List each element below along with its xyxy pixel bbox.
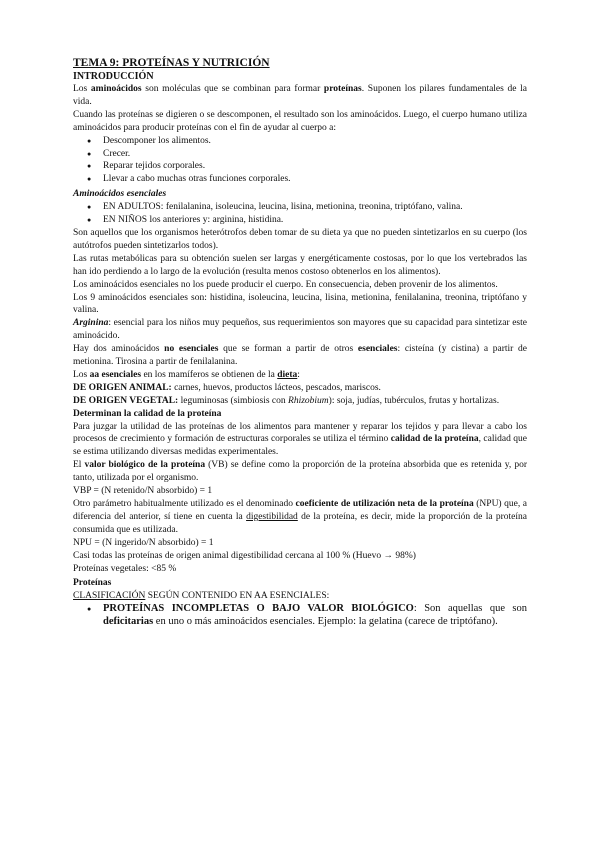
- intro-paragraph-2: Cuando las proteínas se digieren o se descomponen, el resultado son los aminoácidos. Luego, el cuerpo humano utiliza aminoácidos para producir proteínas con el fin de ayudar al cuerpo a:: [73, 109, 527, 133]
- document-page: [73, 56, 527, 629]
- digestibilidad-vegetal-line: Proteínas vegetales: <85 %: [73, 563, 177, 574]
- esenciales-bullet-list: [73, 201, 527, 227]
- no-esenciales-paragraph: Hay dos aminoácidos no esenciales que se forman a partir de otros esenciales: cisteína (y cistina) a partir de metionina. Tirosina a partir de fenilalanina.: [73, 344, 527, 368]
- esenciales-heading: Aminoácidos esenciales: [73, 189, 167, 200]
- intro-heading: INTRODUCCIÓN: [73, 71, 154, 82]
- valor-biologico-paragraph: El valor biológico de la proteína (VB) se define como la proporción de la proteína absorbida que es retenida y, por tanto, utilizada por el organismo.: [73, 460, 527, 484]
- digestibilidad-animal-line: Casi todas las proteínas de origen animal digestibilidad cercana al 100 % (Huevo → 98%): [73, 550, 416, 561]
- document-title: TEMA 9: PROTEÍNAS Y NUTRICIÓN: [73, 57, 270, 69]
- calidad-heading: Determinan la calidad de la proteína: [73, 408, 222, 419]
- list-item: ● Crecer.: [73, 148, 527, 161]
- esenciales-paragraph-4: Los 9 aminoácidos esenciales son: histidina, isoleucina, leucina, lisina, metionina, fenilalanina, treonina, triptófano y valina.: [73, 292, 527, 316]
- intro-bullet-list: [73, 135, 527, 187]
- proteinas-heading: Proteínas: [73, 578, 112, 589]
- dieta-paragraph: Los aa esenciales en los mamíferos se obtienen de la dieta:: [73, 369, 300, 380]
- list-item: ● PROTEÍNAS INCOMPLETAS O BAJO VALOR BIOLÓGICO: Son aquellas que son deficitarias en uno o más aminoácidos esenciales. Ejemplo: la gelatina (carece de triptófano).: [73, 603, 527, 629]
- proteinas-bullet-list: [73, 603, 527, 629]
- list-item: ● Llevar a cabo muchas otras funciones corporales.: [73, 173, 527, 186]
- calidad-paragraph-1: Para juzgar la utilidad de las proteínas de los alimentos para mantener y reparar los tejidos y para llevar a cabo los procesos de crecimiento y formación de estructuras corporales se utiliza el término calidad de la proteína, calidad que se estima utilizando diversas medidas experimentales.: [73, 421, 527, 458]
- list-item: ● Reparar tejidos corporales.: [73, 160, 527, 173]
- esenciales-paragraph-1: Son aquellos que los organismos heterótrofos deben tomar de su dieta ya que no pueden sintetizarlos en su cuerpo (los autótrofos pueden sintetizarlos todos).: [73, 227, 527, 251]
- clasificacion-line: CLASIFICACIÓN SEGÚN CONTENIDO EN AA ESENCIALES:: [73, 591, 330, 602]
- origen-animal-line: DE ORIGEN ANIMAL: carnes, huevos, productos lácteos, pescados, mariscos.: [73, 382, 381, 393]
- list-item: ● Descomponer los alimentos.: [73, 135, 527, 148]
- npu-paragraph: Otro parámetro habitualmente utilizado es el denominado coeficiente de utilización neta de la proteína (NPU) que, a diferencia del anterior, sí tiene en cuenta la digestibilidad de la proteína, es decir, mide la proporción de la proteína consumida que es utilizada.: [73, 499, 527, 535]
- list-item: ● EN ADULTOS: fenilalanina, isoleucina, leucina, lisina, metionina, treonina, triptófano, valina.: [73, 201, 527, 214]
- list-item: ● EN NIÑOS los anteriores y: arginina, histidina.: [73, 214, 527, 227]
- esenciales-paragraph-2: Las rutas metabólicas para su obtención suelen ser largas y energéticamente costosas, por lo que los vertebrados las han ido perdiendo a lo largo de la evolución (resulta menos costoso obtenerlos en los alimentos).: [73, 253, 527, 277]
- vbp-formula: VBP = (N retenido/N absorbido) = 1: [73, 486, 213, 497]
- npu-formula: NPU = (N ingerido/N absorbido) = 1: [73, 537, 214, 548]
- arginina-paragraph: Arginina: esencial para los niños muy pequeños, sus requerimientos son mayores que su capacidad para sintetizar este aminoácido.: [73, 318, 527, 342]
- intro-paragraph-1: Los aminoácidos son moléculas que se combinan para formar proteínas. Suponen los pilares fundamentales de la vida.: [73, 84, 527, 107]
- origen-vegetal-line: DE ORIGEN VEGETAL: leguminosas (simbiosis con Rhizobium): soja, judías, tubérculos, frutas y hortalizas.: [73, 395, 500, 406]
- esenciales-paragraph-3: Los aminoácidos esenciales no los puede producir el cuerpo. En consecuencia, deben provenir de los alimentos.: [73, 279, 498, 290]
